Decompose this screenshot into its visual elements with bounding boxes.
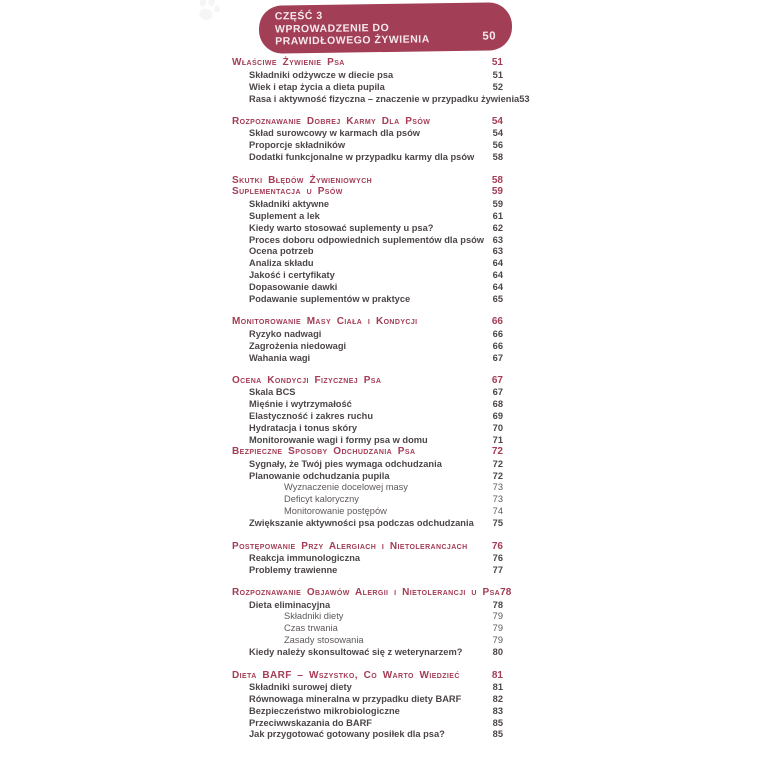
toc-entry-page-number: 62 bbox=[492, 222, 503, 233]
toc-section-page-number: 54 bbox=[491, 116, 503, 127]
toc-section-heading bbox=[232, 540, 503, 552]
toc-entry-label: Skład surowcowy w karmach dla psów bbox=[249, 128, 421, 139]
toc-section-title: Skutki Błędów Żywieniowych bbox=[232, 174, 373, 186]
toc-entry-page-number: 79 bbox=[492, 635, 503, 646]
toc-entry bbox=[232, 69, 503, 81]
toc-entry-label: Równowaga mineralna w przypadku diety BARF bbox=[249, 693, 462, 704]
toc-entry bbox=[232, 434, 503, 446]
toc-entry bbox=[232, 398, 503, 410]
toc-entry-page-number: 72 bbox=[492, 470, 503, 481]
toc-section-heading bbox=[232, 316, 503, 328]
toc-entry-label: Monitorowanie wagi i formy psa w domu bbox=[249, 434, 428, 445]
toc-section-title: Rozpoznawanie Dobrej Karmy Dla Psów bbox=[232, 116, 431, 127]
toc-entry-label: Rasa i aktywność fizyczna – znaczenie w przypadku żywienia bbox=[249, 93, 520, 104]
toc-entry bbox=[232, 422, 503, 434]
toc-entry-label: Dopasowanie dawki bbox=[249, 282, 338, 293]
toc-entry-label: Elastyczność i zakres ruchu bbox=[249, 411, 374, 422]
toc-entry-label: Ocena potrzeb bbox=[249, 246, 314, 257]
toc-entry-page-number: 59 bbox=[492, 198, 503, 209]
toc-entry-label: Składniki odżywcze w diecie psa bbox=[249, 69, 394, 80]
toc-entry bbox=[232, 328, 503, 340]
toc-entry bbox=[232, 340, 503, 352]
toc-entry-page-number: 79 bbox=[492, 623, 503, 634]
toc-entry-label: Czas trwania bbox=[284, 623, 338, 634]
toc-entry-label: Kiedy należy skonsultować się z weterynarzem? bbox=[249, 647, 463, 658]
toc-entry-label: Składniki aktywne bbox=[249, 198, 330, 209]
toc-section-heading bbox=[232, 116, 503, 128]
toc-entry-label: Suplement a lek bbox=[249, 210, 320, 221]
toc-entry bbox=[232, 386, 503, 398]
part-title-line-2: PRAWIDŁOWEGO ŻYWIENIA bbox=[275, 33, 430, 48]
toc-section-heading bbox=[232, 587, 512, 599]
part-title-line-1: WPROWADZENIE DO bbox=[274, 21, 390, 36]
toc-entry bbox=[232, 646, 503, 658]
toc-entry bbox=[232, 505, 503, 517]
toc-entry-page-number: 80 bbox=[492, 647, 503, 658]
toc-entry bbox=[232, 470, 503, 482]
toc-section-title: Rozpoznawanie Objawów Alergii i Nietolerancji u Psa bbox=[232, 587, 501, 599]
toc-entry-label: Dodatki funkcjonalne w przypadku karmy dla psów bbox=[249, 152, 475, 163]
toc-entry-page-number: 73 bbox=[492, 494, 503, 505]
toc-list bbox=[232, 57, 530, 740]
toc-entry bbox=[232, 729, 503, 741]
toc-entry bbox=[232, 139, 503, 151]
toc-section-page-number: 67 bbox=[491, 374, 503, 386]
paw-print-icon bbox=[188, 0, 227, 31]
toc-entry bbox=[232, 693, 503, 705]
toc-entry-page-number: 72 bbox=[492, 458, 503, 469]
toc-entry-page-number: 85 bbox=[492, 717, 503, 728]
toc-entry-page-number: 51 bbox=[492, 69, 503, 80]
toc-entry-label: Wyznaczenie docelowej masy bbox=[284, 482, 408, 493]
toc-entry-label: Jak przygotować gotowany posiłek dla psa? bbox=[249, 729, 445, 740]
part-label: CZĘŚĆ 3 bbox=[274, 10, 323, 23]
toc-entry-label: Kiedy warto stosować suplementy u psa? bbox=[249, 222, 434, 233]
toc-entry bbox=[232, 611, 503, 623]
toc-entry-page-number: 79 bbox=[492, 611, 503, 622]
toc-section-heading bbox=[232, 446, 503, 458]
toc-entry-page-number: 52 bbox=[492, 81, 503, 92]
toc-entry-label: Składniki diety bbox=[284, 611, 344, 622]
toc-entry bbox=[232, 222, 503, 234]
toc-entry-page-number: 53 bbox=[519, 93, 530, 104]
toc-entry-label: Problemy trawienne bbox=[249, 564, 338, 575]
toc-section-page-number: 76 bbox=[491, 540, 503, 552]
toc-entry-label: Planowanie odchudzania pupila bbox=[249, 470, 390, 481]
toc-entry bbox=[232, 552, 503, 564]
toc-section-heading bbox=[232, 374, 503, 386]
toc-section-heading bbox=[232, 57, 503, 69]
toc-entry bbox=[232, 81, 503, 93]
toc-entry bbox=[232, 93, 530, 105]
toc-section-title: Właściwe Żywienie Psa bbox=[232, 57, 345, 69]
toc-section-heading bbox=[232, 186, 503, 198]
toc-entry-page-number: 58 bbox=[492, 152, 503, 163]
toc-section-page-number: 51 bbox=[491, 57, 503, 69]
toc-entry bbox=[232, 622, 503, 634]
toc-entry-label: Podawanie suplementów w praktyce bbox=[249, 293, 411, 304]
toc-entry-page-number: 76 bbox=[492, 552, 503, 563]
toc-section-page-number: 58 bbox=[491, 174, 503, 186]
toc-entry bbox=[232, 599, 503, 611]
toc-section-heading bbox=[232, 669, 503, 681]
toc-entry-page-number: 64 bbox=[492, 282, 503, 293]
toc-entry bbox=[232, 681, 503, 693]
toc-entry-label: Mięśnie i wytrzymałość bbox=[249, 399, 352, 410]
toc-entry bbox=[232, 269, 503, 281]
toc-entry bbox=[232, 493, 503, 505]
toc-entry-label: Przeciwwskazania do BARF bbox=[249, 717, 372, 728]
toc-entry-page-number: 65 bbox=[492, 293, 503, 304]
toc-entry bbox=[232, 245, 503, 257]
toc-entry-label: Analiza składu bbox=[249, 258, 314, 269]
toc-entry-label: Wahania wagi bbox=[249, 352, 311, 363]
toc-entry-page-number: 66 bbox=[492, 328, 503, 339]
toc-entry-page-number: 70 bbox=[492, 422, 503, 433]
toc-entry bbox=[232, 257, 503, 269]
toc-entry bbox=[232, 482, 503, 494]
toc-entry bbox=[232, 293, 503, 305]
toc-entry bbox=[232, 127, 503, 139]
toc-entry-label: Deficyt kaloryczny bbox=[284, 494, 359, 505]
toc-section-page-number: 81 bbox=[491, 669, 503, 681]
toc-section-page-number: 59 bbox=[491, 186, 503, 198]
toc-entry-page-number: 67 bbox=[492, 352, 503, 363]
toc-entry-page-number: 74 bbox=[492, 506, 503, 517]
toc-entry bbox=[232, 564, 503, 576]
toc-entry-label: Proces doboru odpowiednich suplementów dla psów bbox=[249, 234, 485, 245]
toc-entry-page-number: 54 bbox=[492, 128, 503, 139]
toc-entry bbox=[232, 151, 503, 163]
toc-section-heading bbox=[232, 174, 503, 186]
toc-section-title: Dieta BARF – Wszystko, Co Warto Wiedzieć bbox=[232, 669, 460, 681]
toc-entry bbox=[232, 410, 503, 422]
toc-entry-label: Zwiększanie aktywności psa podczas odchudzania bbox=[249, 518, 474, 529]
toc-section-title: Ocena Kondycji Fizycznej Psa bbox=[232, 374, 382, 386]
toc-entry-label: Dieta eliminacyjna bbox=[249, 599, 331, 610]
toc-entry-label: Hydratacja i tonus skóry bbox=[249, 422, 357, 433]
toc-entry-page-number: 69 bbox=[492, 411, 503, 422]
toc-entry-label: Skala BCS bbox=[249, 387, 296, 398]
toc-entry-label: Monitorowanie postępów bbox=[284, 506, 387, 517]
toc-entry-page-number: 64 bbox=[492, 270, 503, 281]
toc-entry bbox=[232, 517, 503, 529]
toc-entry-page-number: 73 bbox=[492, 482, 503, 493]
toc-entry bbox=[232, 281, 503, 293]
part-header-badge bbox=[259, 2, 513, 54]
toc-section-page-number: 72 bbox=[491, 446, 503, 458]
toc-section-title: Monitorowanie Masy Ciała i Kondycji bbox=[232, 316, 418, 328]
toc-entry-page-number: 64 bbox=[492, 258, 503, 269]
toc-section-page-number: 78 bbox=[500, 587, 512, 599]
toc-entry bbox=[232, 352, 503, 364]
toc-entry-page-number: 61 bbox=[492, 210, 503, 221]
toc-entry-page-number: 75 bbox=[492, 518, 503, 529]
part-header-title bbox=[275, 8, 483, 49]
toc-section-title: Suplementacja u Psów bbox=[232, 186, 343, 198]
toc-entry-label: Proporcje składników bbox=[249, 140, 346, 151]
toc-entry bbox=[232, 458, 503, 470]
toc-entry-label: Zagrożenia niedowagi bbox=[249, 340, 347, 351]
toc-entry-page-number: 85 bbox=[492, 729, 503, 740]
toc-entry-page-number: 77 bbox=[492, 564, 503, 575]
toc-entry-page-number: 68 bbox=[492, 399, 503, 410]
part-page-number: 50 bbox=[482, 30, 497, 43]
toc-section-title: Bezpieczne Sposoby Odchudzania Psa bbox=[232, 446, 416, 458]
toc-entry-page-number: 56 bbox=[492, 140, 503, 151]
toc-entry-label: Zasady stosowania bbox=[284, 635, 364, 646]
toc-entry-page-number: 78 bbox=[492, 599, 503, 610]
toc-entry-page-number: 63 bbox=[492, 246, 503, 257]
toc-entry-label: Ryzyko nadwagi bbox=[249, 328, 322, 339]
toc-entry-page-number: 66 bbox=[492, 340, 503, 351]
toc-entry-label: Bezpieczeństwo mikrobiologiczne bbox=[249, 705, 400, 716]
toc-entry bbox=[232, 198, 503, 210]
toc-entry-page-number: 82 bbox=[492, 693, 503, 704]
toc-entry-label: Reakcja immunologiczna bbox=[249, 552, 361, 563]
toc-section-title: Postępowanie Przy Alergiach i Nietolerancjach bbox=[232, 540, 468, 552]
toc-entry bbox=[232, 717, 503, 729]
toc-entry bbox=[232, 705, 503, 717]
toc-entry-label: Sygnały, że Twój pies wymaga odchudzania bbox=[249, 458, 442, 469]
toc-entry-page-number: 71 bbox=[492, 434, 503, 445]
toc-entry-page-number: 67 bbox=[492, 387, 503, 398]
toc-entry bbox=[232, 634, 503, 646]
toc-entry-page-number: 83 bbox=[492, 705, 503, 716]
toc-section-page-number: 66 bbox=[491, 316, 503, 328]
toc-entry-page-number: 63 bbox=[492, 234, 503, 245]
toc-entry-label: Jakość i certyfikaty bbox=[249, 270, 335, 281]
toc-entry-label: Wiek i etap życia a dieta pupila bbox=[249, 81, 385, 92]
toc-entry bbox=[232, 234, 503, 246]
toc-entry-label: Składniki surowej diety bbox=[249, 681, 352, 692]
toc-entry-page-number: 81 bbox=[492, 681, 503, 692]
toc-entry bbox=[232, 210, 503, 222]
